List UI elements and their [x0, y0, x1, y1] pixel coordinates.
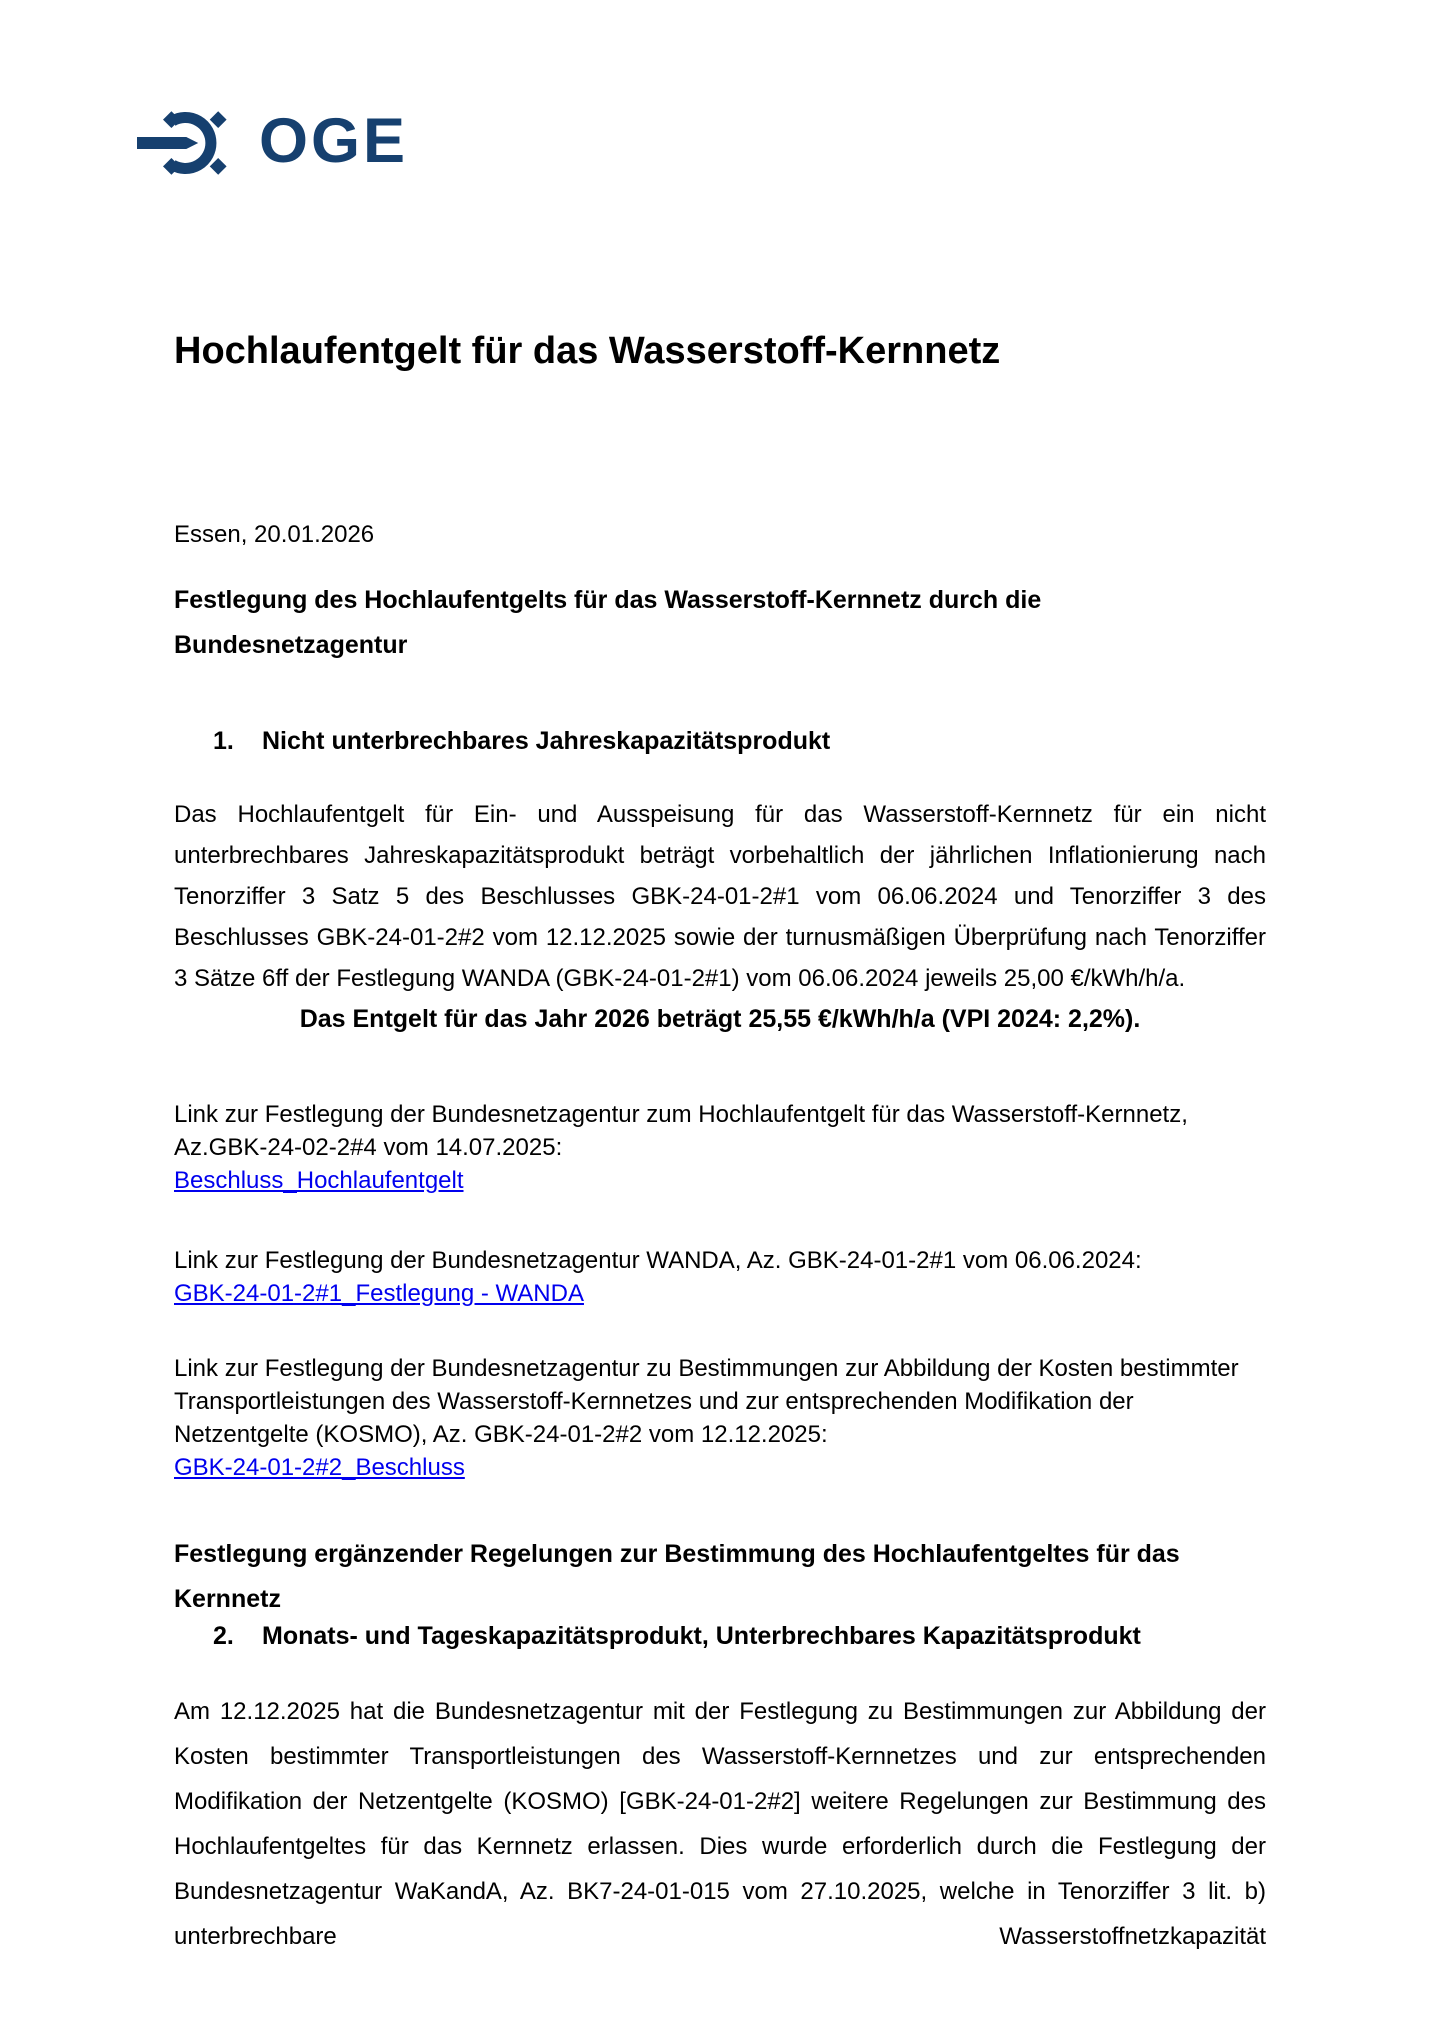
- section-2-heading: [213, 1622, 1141, 1650]
- section-1-heading: [213, 727, 830, 755]
- oge-logo-text: OGE: [259, 105, 409, 176]
- link-section-hochlaufentgelt: [174, 1098, 1266, 1197]
- dateline: Essen, 20.01.2026: [174, 521, 375, 548]
- section-2-paragraph: Am 12.12.2025 hat die Bundesnetzagentur mit der Festlegung zu Bestimmungen zur Abbildung der Kosten bestimmter Transportleistungen des Wasserstoff-Kernnetzes und zur entsprechenden Modifikation der Netzentgelte (KOSMO) [GBK-24-01-2#2] weitere Regelungen zur Bestimmung des Hochlaufentgeltes für das Kernnetz erlassen. Dies wurde erforderlich durch die Festlegung der Bundesnetzagentur WaKandA, Az. BK7-24-01-015 vom 27.10.2025, welche in Tenorziffer 3 lit. b) unterbrechbare Wasserstoffnetzkapazität: [174, 1698, 1266, 1950]
- page-title: Hochlaufentgelt für das Wasserstoff-Kernnetz: [174, 330, 1001, 373]
- link-beschluss-hochlaufentgelt[interactable]: Beschluss_Hochlaufentgelt: [174, 1167, 464, 1194]
- heading-ergaenzende-regelungen: Festlegung ergänzender Regelungen zur Bestimmung des Hochlaufentgeltes für das Kernnetz: [174, 1540, 1180, 1613]
- section-1-title: Nicht unterbrechbares Jahreskapazitätsprodukt: [262, 727, 831, 755]
- link-intro: Link zur Festlegung der Bundesnetzagentur zu Bestimmungen zur Abbildung der Kosten bestimmter Transportleistungen des Wasserstoff-Kernnetzes und zur entsprechenden Modifikation der Netzentgelte (KOSMO), Az. GBK-24-01-2#2 vom 12.12.2025:: [174, 1355, 1239, 1448]
- section-1-paragraph: Das Hochlaufentgelt für Ein- und Ausspeisung für das Wasserstoff-Kernnetz für ein nicht unterbrechbares Jahreskapazitätsprodukt beträgt vorbehaltlich der jährlichen Inflationierung nach Tenorziffer 3 Satz 5 des Beschlusses GBK-24-01-2#1 vom 06.06.2024 und Tenorziffer 3 des Beschlusses GBK-24-01-2#2 vom 12.12.2025 sowie der turnusmäßigen Überprüfung nach Tenorziffer 3 Sätze 6ff der Festlegung WANDA (GBK-24-01-2#1) vom 06.06.2024 jeweils 25,00 €/kWh/h/a.: [174, 801, 1266, 992]
- link-intro: Link zur Festlegung der Bundesnetzagentur zum Hochlaufentgelt für das Wasserstoff-Kernnetz, Az.GBK-24-02-2#4 vom 14.07.2025:: [174, 1101, 1188, 1161]
- oge-logo: [137, 98, 408, 188]
- section-2-number: 2.: [213, 1622, 234, 1650]
- entgelt-2026-highlight: Das Entgelt für das Jahr 2026 beträgt 25,55 €/kWh/h/a (VPI 2024: 2,2%).: [299, 1005, 1141, 1033]
- section-2-title: Monats- und Tageskapazitätsprodukt, Unterbrechbares Kapazitätsprodukt: [262, 1622, 1141, 1650]
- link-intro: Link zur Festlegung der Bundesnetzagentur WANDA, Az. GBK-24-01-2#1 vom 06.06.2024:: [174, 1247, 1142, 1274]
- link-gbk-beschluss[interactable]: GBK-24-01-2#2_Beschluss: [174, 1454, 465, 1481]
- heading-festlegung-hochlaufentgelt: Festlegung des Hochlaufentgelts für das Wasserstoff-Kernnetz durch die Bundesnetzagentur: [174, 586, 1042, 659]
- link-section-wanda: [174, 1244, 1266, 1310]
- pipeline-arrow-icon: [137, 98, 239, 188]
- link-festlegung-wanda[interactable]: GBK-24-01-2#1_Festlegung - WANDA: [174, 1280, 584, 1307]
- section-1-number: 1.: [213, 727, 234, 755]
- link-section-kosmo: [174, 1352, 1266, 1484]
